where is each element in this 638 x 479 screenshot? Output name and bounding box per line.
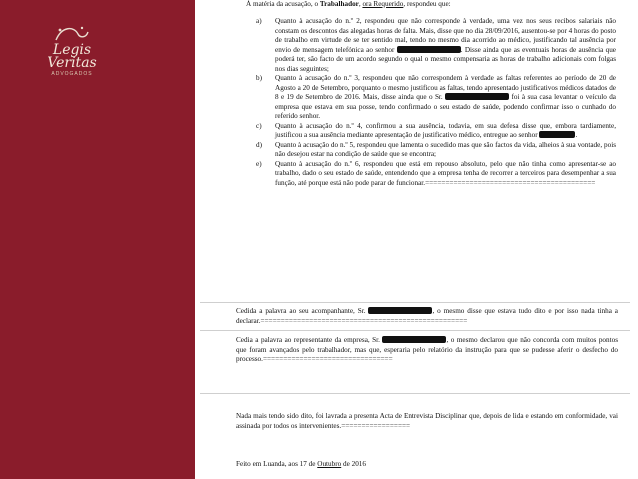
list-item bbox=[256, 160, 616, 189]
answers-list bbox=[256, 17, 616, 188]
list-letter: a) bbox=[256, 17, 262, 25]
date-text-post: de 2016 bbox=[341, 460, 366, 468]
logo-swirl-icon bbox=[52, 24, 92, 44]
companion-text-after: , o mesmo disse que estava tudo dito e por isso nada tinha a declarar.=================================================== bbox=[236, 307, 618, 325]
intro-paragraph bbox=[246, 0, 616, 10]
date-line bbox=[236, 460, 618, 470]
companion-text-before: Cedida a palavra ao seu acompanhante, Sr. bbox=[236, 307, 366, 315]
company-text-after: , o mesmo declarou que não concorda com muitos pontos que foram avançados pelo trabalhador, mas que, esperaria pelo relatório da instrução para que se pudesse aferir o desfecho do processo.================================ bbox=[236, 336, 619, 363]
list-item bbox=[256, 17, 616, 74]
intro-text-underlined: ora Requerido bbox=[362, 0, 404, 8]
company-text-before: Cedia a palavra ao representante da empresa, Sr. bbox=[236, 336, 380, 344]
list-letter: d) bbox=[256, 140, 262, 149]
intro-text-bold: Trabalhador bbox=[319, 0, 359, 8]
logo-line-1: Legis bbox=[52, 42, 92, 58]
document-page bbox=[200, 0, 630, 479]
divider-line bbox=[200, 330, 630, 331]
company-logo bbox=[40, 24, 104, 77]
intro-text-pre: À matéria da acusação, o bbox=[246, 0, 320, 8]
date-month: Outubro bbox=[317, 460, 342, 468]
divider-line bbox=[200, 393, 630, 394]
list-letter: c) bbox=[256, 121, 262, 130]
redaction-block bbox=[382, 336, 446, 343]
redaction-block bbox=[445, 93, 509, 100]
list-item-text: Quanto à acusação do n.º 5, respondeu que lamenta o sucedido mas que são factos da vida, alheios à sua vontade, pois não desejou estar na condição de saúde que se encontra; bbox=[275, 140, 616, 158]
list-item-text-after: . Disse ainda que as eventuais horas de ausência que poderá ter, são facto de um acordo segundo o qual o mesmo compensaria as horas de trabalho adicionais com folgas nos dias seguintes; bbox=[275, 45, 616, 73]
list-item bbox=[256, 122, 616, 141]
list-item-text: Quanto à acusação do n.º 3, respondeu que não correspondem à verdade as faltas referentes ao período de 20 de Agosto a 20 de Setembro, porquanto o mesmo justificou as faltas, tendo apresentado justificativos médicos datados de 8 e 19 de Setembro de 2016. Mais, disse ainda que o Sr. bbox=[275, 74, 616, 101]
list-item bbox=[256, 74, 616, 122]
list-item-text-after: . bbox=[575, 131, 578, 139]
list-letter: e) bbox=[256, 159, 262, 168]
redaction-block bbox=[539, 131, 578, 139]
redaction-block bbox=[368, 307, 432, 314]
list-item-text: Quanto à acusação do n.º 2, respondeu que não corresponde à verdade, uma vez nos seus recibos salariais não constam os descontos das alegadas horas de falta. Mais, disse que no dia 28/09/2016, ausentou-se por 4 horas do posto de trabalho em virtude de se ter sentido mal, tendo no mesmo dia acorrido ao médico, justificando tal ausência por envio de mensagem telefónica ao senhor bbox=[275, 17, 616, 54]
divider-line bbox=[200, 302, 630, 303]
logo-line-3: ADVOGADOS bbox=[51, 71, 93, 77]
sidebar-band bbox=[0, 0, 195, 479]
list-item-text-after: foi à sua casa levantar o veículo da empresa que estava em sua posse, tendo confirmado o seu estado de saúde, podendo confirmar isso o cunhado do referido senhor. bbox=[275, 93, 616, 120]
company-rep-paragraph bbox=[236, 336, 618, 365]
date-text-pre: Feito em Luanda, aos 17 de bbox=[236, 460, 318, 468]
logo-line-2: Veritas bbox=[47, 55, 97, 71]
closing-paragraph: Nada mais tendo sido dito, foi lavrada a presenta Acta de Entrevista Disciplinar que, depois de lida e estando em conformidade, vai assinada por todos os intervenientes.================= bbox=[236, 412, 618, 430]
intro-text-mid: , bbox=[358, 0, 363, 8]
list-letter: b) bbox=[256, 74, 262, 82]
list-item-text: Quanto à acusação do n.º 6, respondeu que está em repouso absoluto, pelo que não tinha como apresentar-se ao trabalho, dado o seu estado de saúde, entendendo que a empresa tenha de recorrer a terceiros para desempenhar a sua função, até porque está não pode parar de funcionar.========================================== bbox=[275, 159, 616, 187]
redaction-block bbox=[397, 46, 461, 53]
list-item bbox=[256, 141, 616, 160]
intro-text-post: , respondeu que: bbox=[403, 0, 451, 8]
list-item-text: Quanto à acusação do n.º 4, confirmou a sua ausência, todavia, em sua defesa disse que, embora tardiamente, justificou a sua ausência mediante apresentação de justificativo médico, entregue ao senhor bbox=[275, 121, 616, 139]
companion-paragraph bbox=[236, 307, 618, 326]
